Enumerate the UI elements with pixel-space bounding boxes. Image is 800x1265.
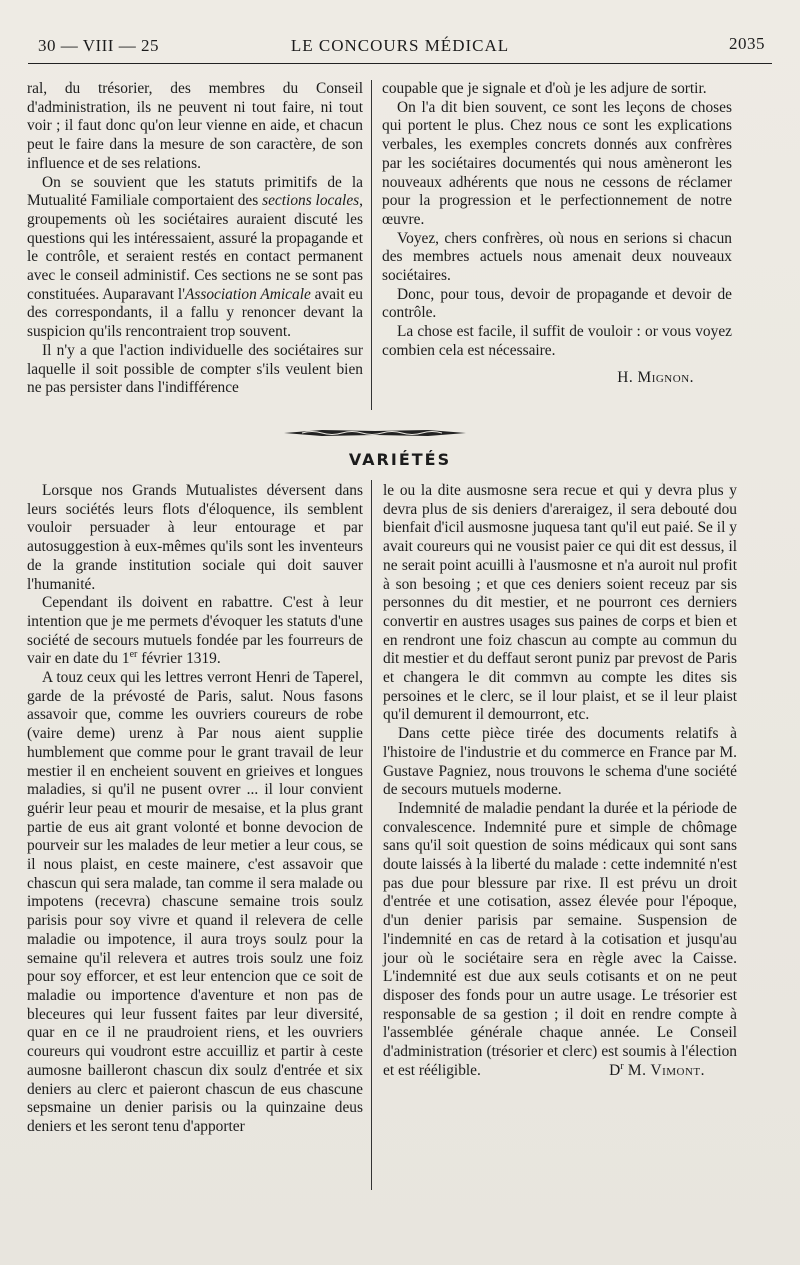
paragraph: Indemnité de maladie pendant la durée et la période de convalescence. Indemnité pure et simple de chômage sans qu'il soit question de soins médicaux qui sont sans doute laissés à la liberté du malade : cette indemnité n'est pas due pour blessure par rixe. Il est prévu un droit d'entrée et une cotisation, assez élevée pour l'époque, d'un denier parisis par semaine. Suspension de l'indemnité en cas de retard à la cotisation et jusqu'au jour où le sociétaire sera en règle avec la Caisse. L'indemnité est due aux seuls cotisants et on ne peut disposer des fonds pour un autre usage. Le trésorier est responsable de sa gestion ; il doit en rendre compte à l'assemblée générale chaque année. Le Conseil d'administration (trésorier et clerc) est soumis à l'élection et est rééligible. $D^r$ M. Vimont.	[383, 799, 737, 1079]
column-top-left	[27, 80, 363, 398]
issue-date: 30 — VIII — 25	[38, 36, 159, 55]
column-bottom-left	[27, 482, 363, 1137]
journal-title: LE CONCOURS MÉDICAL	[290, 36, 510, 55]
section-title: VARIÉTÉS	[348, 450, 452, 469]
paragraph: Il n'y a que l'action individuelle des sociétaires sur laquelle il soit possible de compter s'ils veulent bien ne pas persister dans l'indifférence	[27, 341, 363, 397]
paragraph: coupable que je signale et d'où je les adjure de sortir.	[382, 80, 707, 97]
column-divider	[371, 480, 372, 1190]
author-signature: H. Mignon.	[617, 368, 694, 386]
column-top-right	[382, 80, 732, 387]
header-rule	[28, 63, 772, 64]
column-bottom-right	[383, 482, 737, 1081]
paragraph: On se souvient que les statuts primitifs de la Mutualité Familiale comportaient des sections locales, groupements où les sociétaires auraient discuté les questions qui les intéressaient, assuré la propagande et le contrôle, et seraient restés en contact permanent avec le conseil administif. Ces sections ne se sont pas constituées. Auparavant l'Association Amicale avait eu des correspondants, il a fallu y renoncer devant la suspicion qu'ils rencontraient trop souvent.	[27, 173, 364, 341]
page-number: 2035	[729, 34, 765, 53]
paragraph: Voyez, chers confrères, où nous en serions si chacun des membres actuels nous amenait deux nouveaux sociétaires.	[382, 229, 732, 285]
author-signature: $D^r$ M. Vimont.	[609, 1060, 705, 1079]
paragraph: On l'a dit bien souvent, ce sont les leçons de choses qui portent le plus. Chez nous ce sont les explications verbales, les exemples concrets donnés aux confrères par les sociétaires documentés qui nous amèneront les nouveaux adhérents que nous ne cessons de réclamer pour la progression et le perfectionnement de notre œuvre.	[382, 98, 732, 228]
paragraph: Lorsque nos Grands Mutualistes déversent dans leurs sociétés leurs flots d'éloquence, ils semblent vouloir persuader à leur entourage et par autosuggestion à eux-mêmes qu'ils sont les inventeurs de la grande institution sociale qui doit sauver l'humanité.	[27, 482, 363, 593]
paragraph: La chose est facile, il suffit de vouloir : or vous voyez combien cela est nécessaire.	[382, 323, 732, 359]
page-header	[30, 32, 770, 60]
paragraph: Donc, pour tous, devoir de propagande et devoir de contrôle.	[382, 285, 732, 322]
paragraph: ral, du trésorier, des membres du Conseil d'administration, ils ne peuvent ni tout faire, ni tout voir ; il faut donc qu'on leur vienne en aide, et chacun peut le faire dans la mesure de son caractère, de son influence et de ses relations.	[27, 80, 363, 172]
column-divider	[371, 80, 372, 410]
ornament-divider-icon	[282, 428, 468, 438]
paragraph: A touz ceux qui les lettres verront Henri de Taperel, garde de la prévosté de Paris, salut. Nous fasons assavoir que, comme les ouvriers coureurs de robe (vaire deme) urenz à Par nous aient supplie humblement que comme pour le grant travail de leur mestier il en encheient souvent en grieives et longues maladies, si qu'il ne pusent ovrer ... il lour convient guérir leur peau et mourir de mesaise, et la plus grant partie de eus ait grant volonté et bonne devocion de pourveir sur les malades de leur metier a leur cous, se il nous plaist, en ceste mainere, c'est assavoir que chascun qui sera malade, tan comme il sera malade ou impotens (recevra) chascune semaine trois soulz parisis pour soy vivre et quand il relevera de celle maladie ou impotence, il aura troys soulz pour la semaine qu'il relevera et autres trois soulz une foiz pour soy efforcer, et est leur entencion que ce soit de maladie ou importence d'aventure et non pas de bleceures qui leur fussent faites par leur diversité, quar en ce il ne praudroient riens, et les ouvriers coureurs qui voudront estre accuilliz et partir à ceste aumosne bailleront chascun dix soulz d'entrée et six deniers au clerc et paieront chascun de eus chascune sepsmaine un denier parisis ou la quinzaine deus deniers et les seront tenu d'apporter	[27, 669, 363, 1135]
paragraph: le ou la dite ausmosne sera recue et qui y devra plus y devra plus de sis deniers d'areraigez, il sera debouté dou bienfait d'icil ausmosne juquesa tant qu'il eut paié. Se il y avait coureurs qui ne vousist paier ce qui dit est dessus, il ne serait point acuilli à l'ausmosne et n'a auroit nul profit à son besoing ; et que ces deniers soient receuz par sis personnes du dit mestier, et ne pourront ces derniers convertir en austres usages sus paines de corps et bien et en rendront une foiz chascun au compte au commun du dit mestier et du deffaut seront puniz par prevost de Paris et changera le dit commvn au compte les dites sis persoines et le clerc, se il lour plaist, et se il leur plaist qu'il demurent il demourront, etc.	[383, 482, 737, 724]
paragraph: Cependant ils doivent en rabattre. C'est à leur intention que je me permets d'évoquer les statuts d'une société de secours mutuels fondée par les fourreurs de vair en date du 1er février 1319.	[27, 594, 363, 668]
paragraph: Dans cette pièce tirée des documents relatifs à l'histoire de l'industrie et du commerce en France par M. Gustave Pagniez, nous trouvons le schema d'une société de secours mutuels moderne.	[383, 725, 737, 799]
